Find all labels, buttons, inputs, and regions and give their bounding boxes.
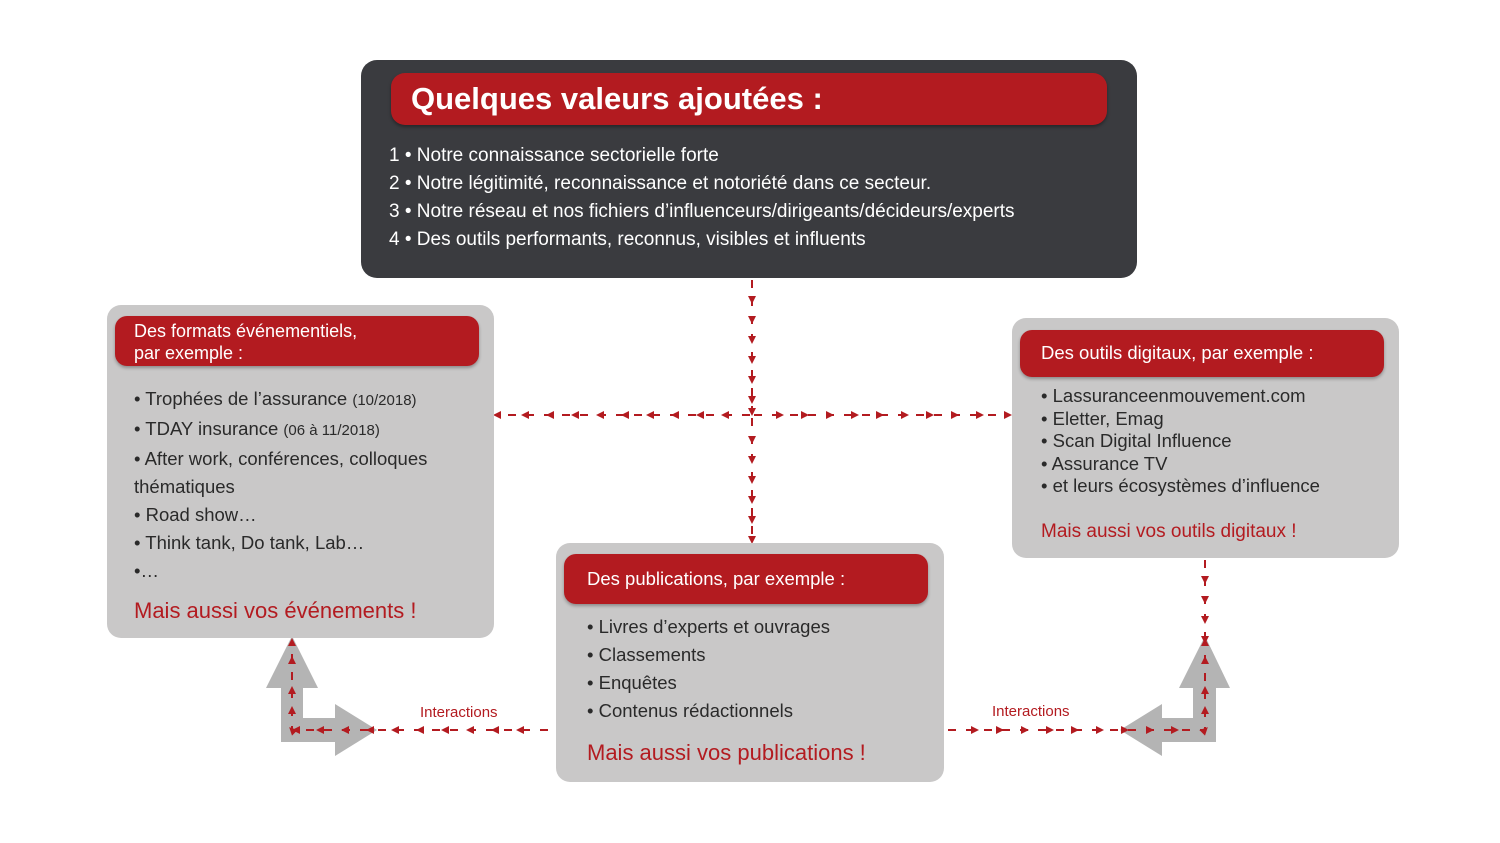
value-proposition-list xyxy=(389,142,1015,254)
digital-header xyxy=(1020,330,1384,377)
events-header xyxy=(115,316,479,366)
events-item xyxy=(134,385,427,415)
events-item-text: • Trophées de l’assurance xyxy=(134,388,348,409)
connector-right-bottom xyxy=(948,642,1205,730)
publications-header xyxy=(564,554,928,604)
events-item xyxy=(134,415,427,445)
digital-item: • Scan Digital Influence xyxy=(1041,430,1232,452)
events-item: • Road show… xyxy=(134,504,257,525)
value-item: 3 • Notre réseau et nos fichiers d’influenceurs/dirigeants/décideurs/experts xyxy=(389,201,1015,222)
publications-title: Des publications, par exemple : xyxy=(587,568,846,589)
events-title-line2: par exemple : xyxy=(134,343,244,363)
value-proposition-title: Quelques valeurs ajoutées : xyxy=(411,81,823,116)
value-proposition-panel xyxy=(361,60,1137,278)
right-double-arrow xyxy=(1120,636,1230,756)
publications-tagline: Mais aussi vos publications ! xyxy=(587,740,866,765)
events-title-line1: Des formats événementiels, xyxy=(134,321,358,341)
digital-tagline: Mais aussi vos outils digitaux ! xyxy=(1041,521,1297,542)
events-tagline: Mais aussi vos événements ! xyxy=(134,598,417,623)
publications-item: • Enquêtes xyxy=(587,672,677,693)
digital-panel xyxy=(1012,318,1399,558)
value-item: 4 • Des outils performants, reconnus, visibles et influents xyxy=(389,229,866,250)
interactions-label-left: Interactions xyxy=(420,704,498,721)
events-item-date: (10/2018) xyxy=(352,392,417,409)
events-item-date: (06 à 11/2018) xyxy=(283,422,380,439)
events-item-continuation: thématiques xyxy=(134,476,235,497)
events-title xyxy=(134,320,464,364)
interactions-label-right: Interactions xyxy=(992,703,1070,720)
left-double-arrow xyxy=(266,636,377,756)
events-item: •… xyxy=(134,560,159,581)
events-list xyxy=(134,385,427,585)
digital-title: Des outils digitaux, par exemple : xyxy=(1041,342,1314,363)
value-item: 2 • Notre légitimité, reconnaissance et notoriété dans ce secteur. xyxy=(389,173,932,194)
digital-item: • Eletter, Emag xyxy=(1041,407,1164,429)
publications-item: • Classements xyxy=(587,644,706,665)
events-item: • Think tank, Do tank, Lab… xyxy=(134,532,365,553)
digital-item: • et leurs écosystèmes d’influence xyxy=(1041,475,1320,497)
publications-item: • Contenus rédactionnels xyxy=(587,700,793,721)
digital-item: • Lassuranceenmouvement.com xyxy=(1041,385,1306,406)
events-item-text: • TDAY insurance xyxy=(134,418,279,439)
publications-panel xyxy=(556,543,944,782)
digital-item: • Assurance TV xyxy=(1041,452,1168,474)
value-item: 1 • Notre connaissance sectorielle forte xyxy=(389,145,719,166)
publications-item: • Livres d’experts et ouvrages xyxy=(587,616,830,637)
events-item: • After work, conférences, colloques xyxy=(134,448,428,469)
value-proposition-header xyxy=(391,73,1107,125)
digital-list xyxy=(1041,385,1320,498)
events-panel xyxy=(107,305,494,638)
publications-list xyxy=(587,613,830,725)
